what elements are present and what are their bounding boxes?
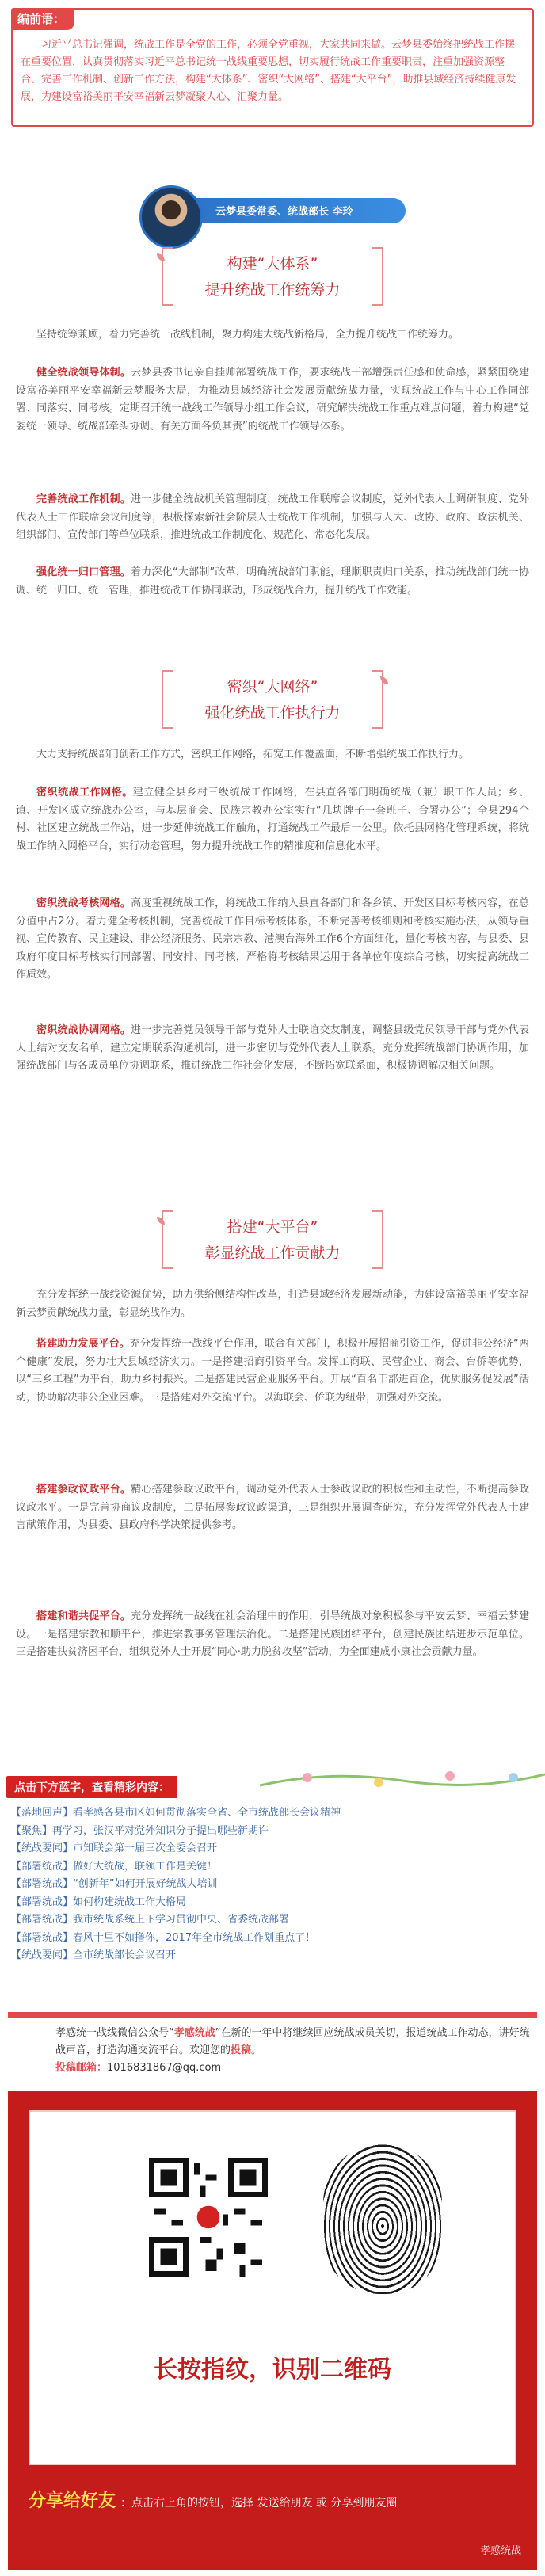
related-links-header [6, 1776, 244, 1800]
author-avatar [139, 185, 203, 249]
paragraph-text: 进一步完善党员领导干部与党外人士联谊交友制度，调整县级党员领导干部与党外代表人士结对交友名单，建立定期联系沟通机制，进一步密切与党外代表人士联系。充分发挥统战部门协调作用，加强统战部门与各成员单位协调联系，推进统战工作社会化发展，不断拓宽联系面，积极协调解决相关问题。 [16, 1024, 529, 1072]
paragraph [16, 1481, 529, 1535]
paragraph [16, 1336, 529, 1407]
editor-note-tag: 编前语： [11, 8, 74, 30]
paragraph-highlight: 强化统一归口管理。 [36, 566, 131, 578]
qr-section [8, 2091, 537, 2570]
paragraph-highlight: 密织统战协调网格。 [36, 1024, 131, 1036]
bracket-left-decor [162, 1210, 173, 1269]
related-link[interactable]: 【聚焦】再学习，张汉平对党外知识分子提出哪些新期许 [11, 1824, 269, 1837]
section-2-subtitle: 强化统战工作执行力 [204, 704, 341, 722]
related-link[interactable]: 【部署统战】我市统战系统上下学习贯彻中央、省委统战部署 [11, 1914, 290, 1926]
flower-ribbon-decor [260, 1768, 545, 1790]
paragraph [16, 1022, 529, 1076]
paragraph-highlight: 健全统战领导体制。 [36, 367, 131, 379]
section-3-header [162, 1210, 383, 1269]
section-2-title: 密织“大网络” [227, 678, 318, 695]
share-label: 分享给好友 [29, 2491, 116, 2511]
share-bar [29, 2487, 516, 2516]
editor-note-box [11, 8, 534, 127]
paragraph-text: 进一步健全统战机关管理制度，统战工作联席会议制度，党外代表人士调研制度、党外代表人士工作联席会议制度等，积极探索新社会阶层人士统战工作机制，加强与人大、政协、政府、政法机关、组织部门、宣传部门等单位联系，推进统战工作制度化、规范化、常态化发展。 [16, 493, 529, 541]
paragraph-text: 精心搭建参政议政平台，调动党外代表人士参政议政的积极性和主动性，不断提高参政议政水平。一是完善协商议政制度，二是拓展参政议政渠道，三是组织开展调查研究，充分发挥党外代表人士建言献策作用，为县委、县政府科学决策提供参考。 [16, 1484, 529, 1531]
paragraph-text: 坚持统筹兼顾，着力完善统一战线机制，聚力构建大统战新格局，全力提升统战工作统筹力。 [36, 329, 459, 341]
section-3-title: 搭建“大平台” [227, 1218, 318, 1236]
paragraph [16, 326, 529, 345]
promo-box [8, 2004, 537, 2077]
paragraph-text: 充分发挥统一战线资源优势，助力供给侧结构性改革，打造县域经济发展新动能，为建设富裕美丽平安幸福新云梦贡献统战力量，彰显统战作为。 [16, 1289, 529, 1319]
paragraph-text: 大力支持统战部门创新工作方式，密织工作网络，拓宽工作覆盖面，不断增强统战工作执行力。 [36, 749, 470, 760]
related-link[interactable]: 【部署统战】“创新年”如何开展好统战大培训 [11, 1878, 218, 1890]
brand-watermark: 孝感统战 [479, 2545, 521, 2557]
related-link[interactable]: 【部署统战】春风十里不如撸你，2017年全市统战工作划重点了！ [11, 1931, 316, 1944]
section-1-title: 构建“大体系” [227, 255, 318, 272]
paragraph-text: 建立健全县乡村三级统战工作网络，在县直各部门明确统战（兼）职工作人员；乡、镇、开发区成立统战办公室，与基层商会、民族宗教办公室实行“几块牌子一套班子、合署办公”；全县294个村、社区建立统战工作站，进一步延伸统战工作触角，打通统战工作最后一公里。依托县网格化管理系统，将统战工作纳入网格平台，实行动态管理，努力提升统战工作的精准度和信息化水平。 [16, 787, 529, 852]
paragraph-highlight: 搭建参政议政平台。 [36, 1484, 131, 1496]
paragraph-text: 着力深化“大部制”改革，明确统战部门职能，理顺职责归口关系，推动统战部门统一协调、统一归口、统一管理，推进统战工作协同联动，形成统战合力，提升统战工作效能。 [16, 566, 529, 596]
editor-note-text: 习近平总书记强调，统战工作是全党的工作，必须全党重视，大家共同来做。云梦县委始终把统战工作摆在重要位置，认真贯彻落实习近平总书记统一战线重要思想，切实履行统战工作重要职责，注重加强资源整合、完善工作机制、创新工作方法，构建“大体系”、密织“大网络”、搭建“大平台”，助推县域经济持续健康发展，为建设富裕美丽平安幸福新云梦凝聚人心、汇聚力量。 [21, 39, 516, 103]
promo-text: 孝感统一战线微信公众号“孝感统战”在新的一年中将继续回应统战成员关切，报道统战工作动态，讲好统战声音，打造沟通交流平台。欢迎您的投稿。 投稿邮箱：1016831867@qq.com [55, 2027, 530, 2074]
related-link[interactable]: 【统战要闻】全市统战部长会议召开 [11, 1949, 177, 1961]
related-link[interactable]: 【部署统战】如何构建统战工作大格局 [11, 1896, 187, 1908]
paragraph-highlight: 密织统战工作网格。 [36, 787, 133, 798]
email-address[interactable]: 1016831867@qq.com [107, 2062, 222, 2074]
bracket-right-decor [372, 247, 383, 306]
related-links-list [11, 1804, 534, 1965]
paragraph [16, 564, 529, 600]
section-2-header [162, 670, 383, 729]
paragraph [16, 491, 529, 545]
section-1-header [162, 247, 383, 306]
related-link[interactable]: 【落地回声】看孝感各县市区如何贯彻落实全省、全市统战部长会议精神 [11, 1807, 341, 1819]
author-name: 云梦县委常委、统战部长 李玲 [215, 206, 353, 218]
bracket-left-decor [162, 670, 173, 729]
qr-code-icon[interactable] [149, 2158, 268, 2277]
bracket-left-decor [162, 247, 173, 306]
paragraph-text: 充分发挥统一战线在社会治理中的作用，引导统战对象积极参与平安云梦、幸福云梦建设。一是搭建宗教和顺平台，推进宗教事务管理法治化。二是搭建民族团结平台，创建民族团结进步示范单位。三是搭建扶贫济困平台，组织党外人士开展“同心·助力脱贫攻坚”活动，为全面建成小康社会贡献力量。 [16, 1610, 529, 1658]
paragraph [16, 1286, 529, 1322]
paragraph [16, 746, 529, 764]
section-3-subtitle: 彰显统战工作贡献力 [204, 1244, 341, 1262]
related-link[interactable]: 【部署统战】做好大统战，联领工作是关键！ [11, 1860, 218, 1873]
qr-panel [29, 2110, 516, 2465]
paragraph-highlight: 搭建助力发展平台。 [36, 1338, 130, 1350]
paragraph-text: 云梦县委书记亲自挂帅部署统战工作，要求统战干部增强责任感和使命感，紧紧围绕建设富裕美丽平安幸福新云梦服务大局，为推动县域经济社会发展贡献统战力量，实现统战工作与中心工作同部署、同落实、同考核。定期召开统一战线工作领导小组工作会议，研究解决统战工作重点难点问题，着力构建“党委统一领导、统战部牵头协调、有关方面各负其责”的统战工作领导体系。 [16, 367, 529, 433]
share-text: ：点击右上角的按钮，选择 发送给朋友 或 分享到朋友圈 [120, 2497, 398, 2509]
paragraph-highlight: 搭建和谐共促平台。 [36, 1610, 131, 1622]
section-1-subtitle: 提升统战工作统筹力 [204, 281, 341, 299]
bracket-right-decor [372, 1210, 383, 1269]
fingerprint-icon[interactable] [323, 2143, 442, 2294]
paragraph-highlight: 密织统战考核网格。 [36, 897, 131, 909]
promo-red-bar [8, 2012, 537, 2018]
email-label: 投稿邮箱： [55, 2062, 108, 2074]
paragraph [16, 895, 529, 985]
account-name: 孝感统战 [173, 2027, 215, 2039]
paragraph [16, 364, 529, 436]
paragraph-text: 高度重视统战工作，将统战工作纳入县直各部门和各乡镇、开发区目标考核内容，在总分值中占2分。着力健全考核机制，完善统战工作目标考核体系，不断完善考核细则和考核实施办法，从领导重视、宣传教育、民主建设、非公经济服务、民宗宗教、港澳台海外工作6个方面细化，量化考核内容，与县委、县政府年度目标考核实行同部署、同安排、同考核，严格将考核结果运用于各单位年度综合考核，切实提高统战工作质效。 [16, 897, 529, 981]
paragraph-highlight: 完善统战工作机制。 [36, 493, 131, 505]
related-links-label: 点击下方蓝字，查看精彩内容： [6, 1776, 177, 1798]
paragraph [16, 1608, 529, 1662]
author-banner [139, 185, 406, 223]
qr-title: 长按指纹，识别二维码 [154, 2356, 391, 2384]
paragraph-text: 充分发挥统一战线平台作用，联合有关部门，积极开展招商引资工作，促进非公经济“两个健康”发展，努力壮大县域经济实力。一是搭建招商引资平台。发挥工商联、民营企业、商会、台侨等优势，以“三乡工程”为平台，助力乡村振兴。二是搭建民营企业服务平台。开展“百名干部进百企，优质服务促发展”活动，协助解决非公企业困难。三是搭建对外交流平台。以海联会、侨联为纽带，加强对外交流。 [16, 1338, 529, 1404]
paragraph [16, 784, 529, 855]
related-link[interactable]: 【统战要闻】市知联会第一届三次全委会召开 [11, 1842, 218, 1854]
